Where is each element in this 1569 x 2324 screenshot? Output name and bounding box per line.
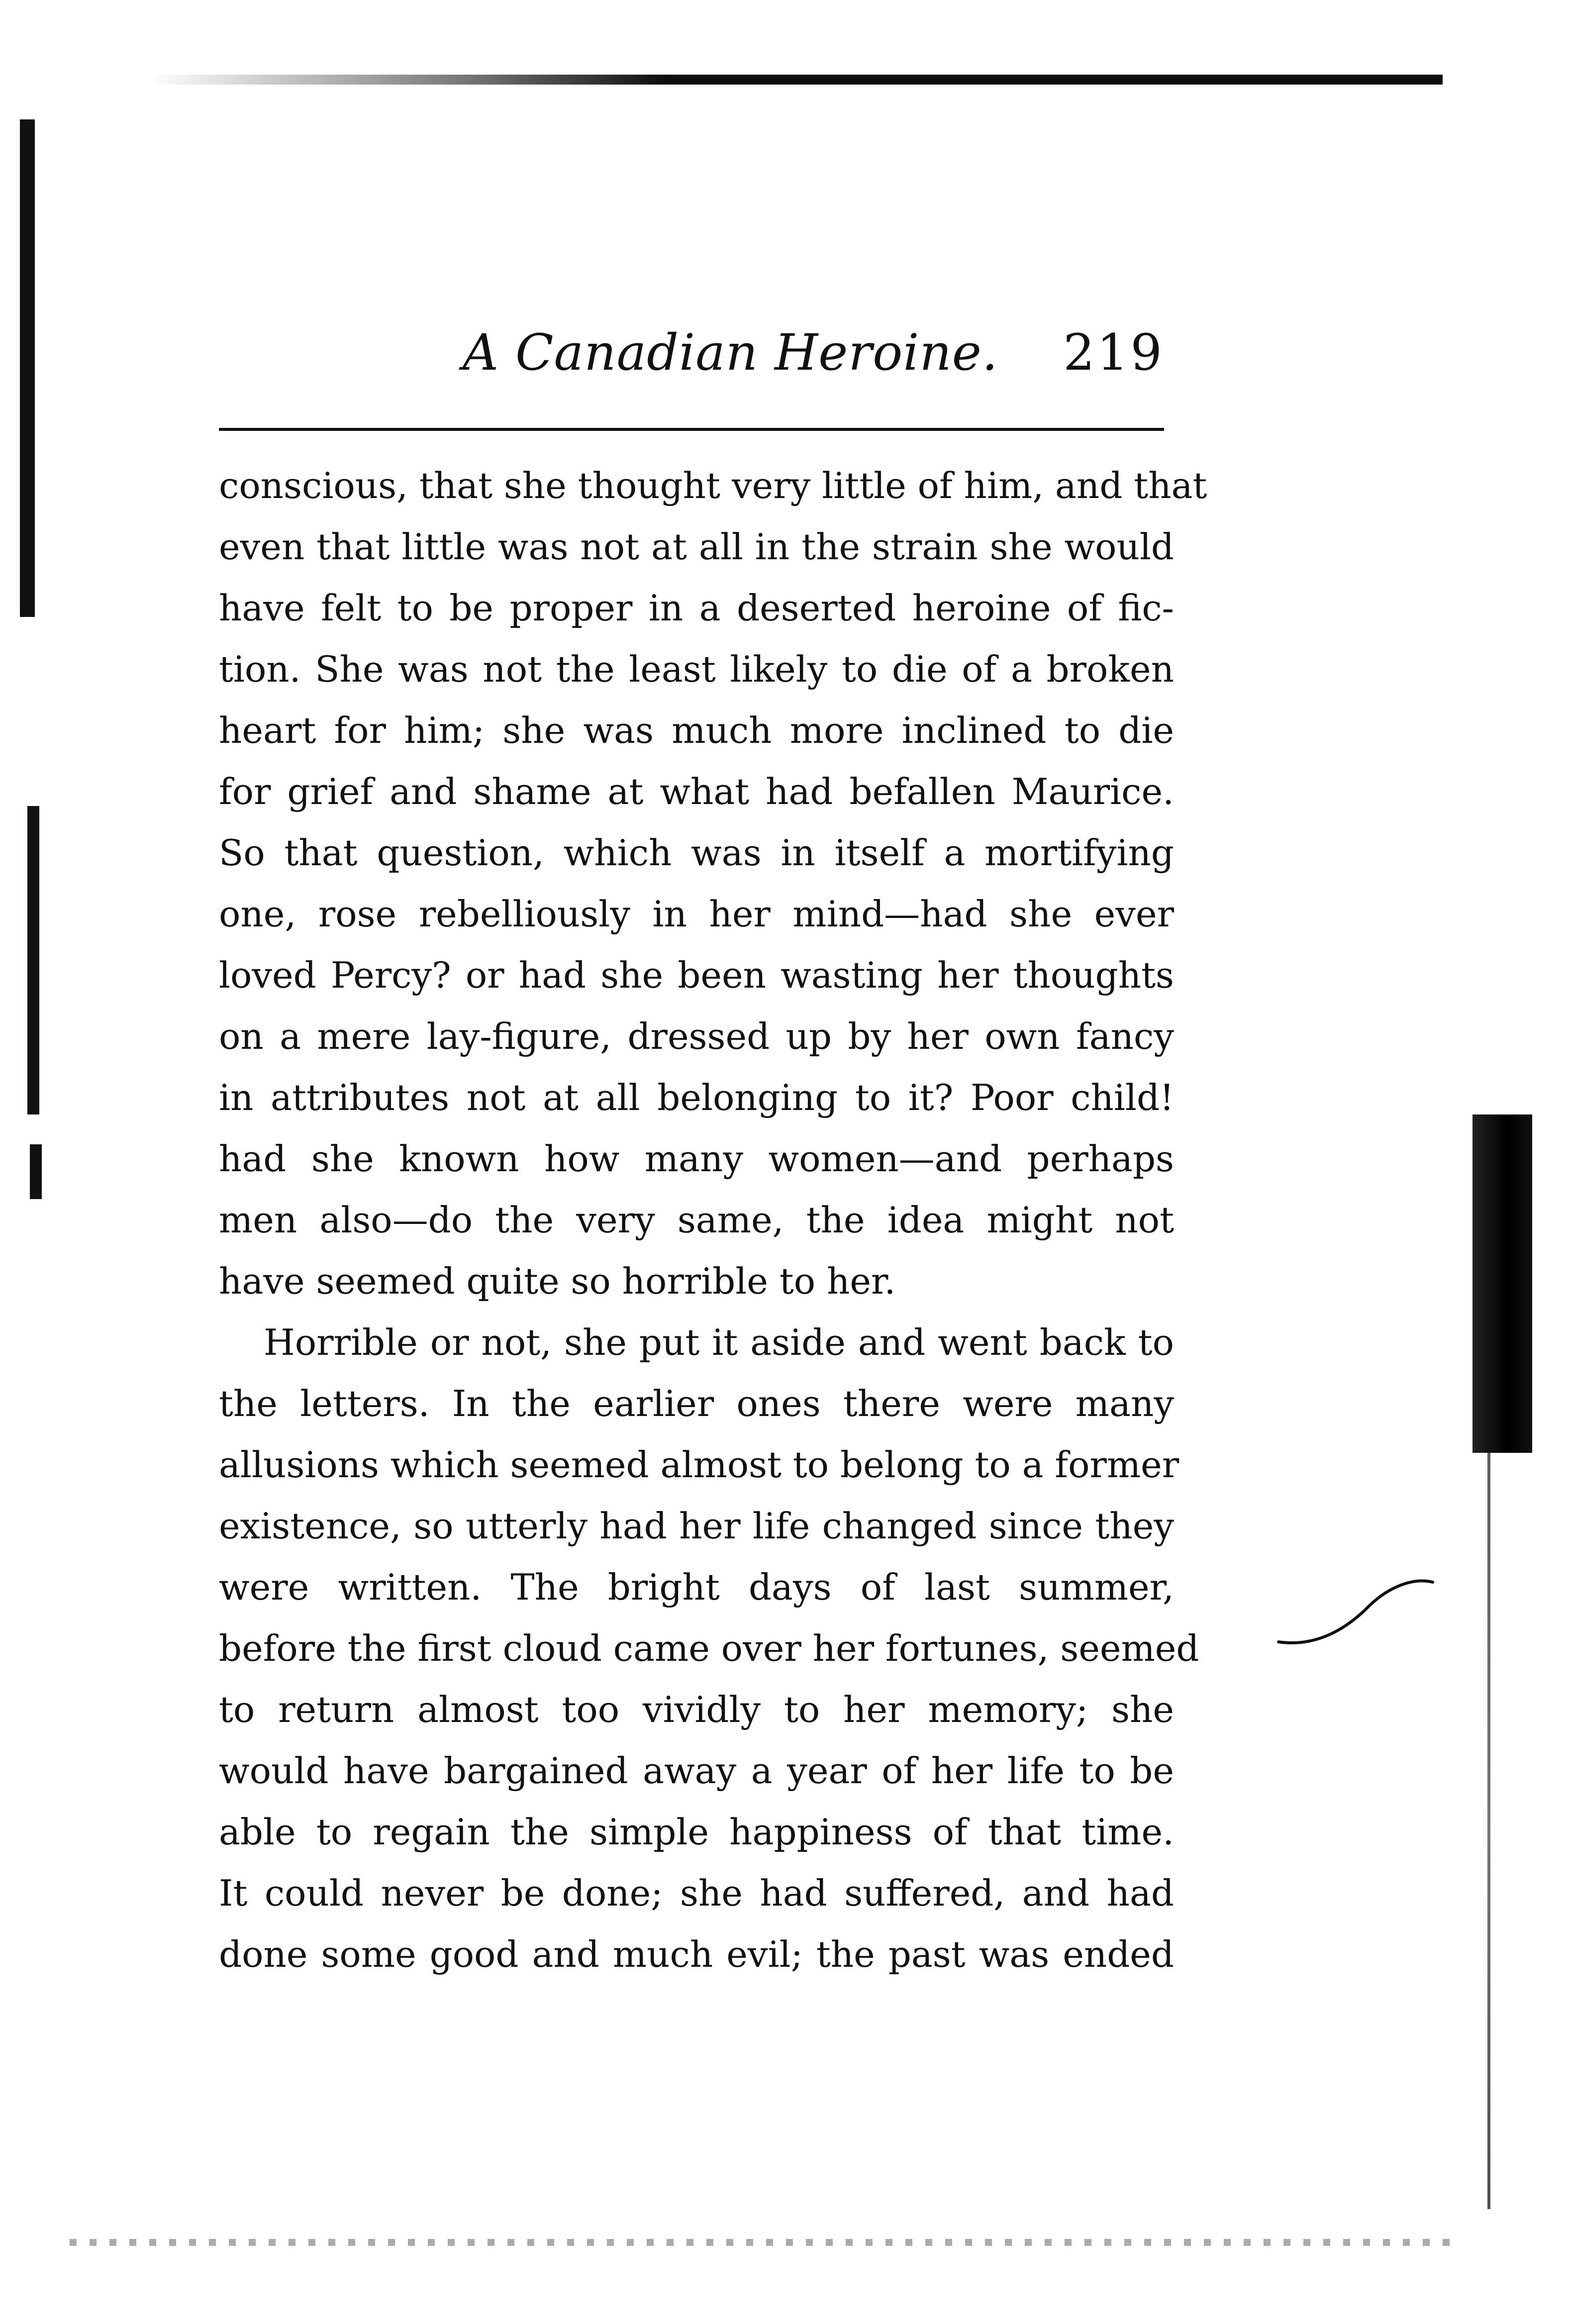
text-line: have seemed quite so horrible to her.: [219, 1260, 896, 1302]
text-line: in attributes not at all belonging to it? Poor child!: [219, 1077, 1174, 1118]
running-title: A Canadian Heroine.: [463, 323, 998, 382]
text-line: tion. She was not the least likely to die of a broken: [219, 648, 1174, 690]
scan-right-edge-mark: [1472, 1114, 1532, 1453]
text-line: on a mere lay-figure, dressed up by her own fancy: [219, 1015, 1174, 1057]
scan-left-edge-mark: [27, 806, 39, 1114]
text-line: have felt to be proper in a deserted heroine of fic-: [219, 587, 1174, 629]
scan-top-rule: [149, 75, 1443, 85]
scan-bottom-noise: [70, 2239, 1463, 2246]
text-line: So that question, which was in itself a mortifying: [219, 832, 1174, 874]
text-line: would have bargained away a year of her life to be: [219, 1750, 1174, 1792]
pencil-annotation-mark: [1274, 1572, 1438, 1662]
scan-left-edge-mark: [20, 119, 35, 617]
page-number: 219: [1063, 323, 1164, 382]
text-line: the letters. In the earlier ones there were many: [219, 1383, 1174, 1424]
text-line: existence, so utterly had her life changed since they: [219, 1505, 1174, 1547]
text-line: before the first cloud came over her fortunes, seemed: [219, 1627, 1199, 1669]
text-line: had she known how many women—and perhaps: [219, 1138, 1174, 1180]
paragraph-start-line: Horrible or not, she put it aside and went back to: [264, 1321, 1174, 1363]
text-line: heart for him; she was much more inclined to die: [219, 709, 1174, 751]
text-line: done some good and much evil; the past was ended: [219, 1933, 1174, 1975]
text-line: for grief and shame at what had befallen Maurice.: [219, 771, 1174, 812]
text-line: conscious, that she thought very little of him, and that: [219, 465, 1207, 506]
text-line: men also—do the very same, the idea might not: [219, 1199, 1174, 1241]
text-line: able to regain the simple happiness of that time.: [219, 1811, 1174, 1853]
body-text: [219, 455, 1207, 1985]
text-line: even that little was not at all in the strain she would: [219, 526, 1174, 568]
text-line: were written. The bright days of last summer,: [219, 1566, 1174, 1608]
scan-right-edge-line: [1487, 1453, 1490, 2209]
text-line: one, rose rebelliously in her mind—had she ever: [219, 893, 1174, 935]
header-rule: [219, 428, 1164, 431]
running-head: [219, 323, 1164, 388]
text-line: It could never be done; she had suffered, and had: [219, 1872, 1174, 1914]
scan-left-edge-mark: [30, 1144, 42, 1199]
text-line: allusions which seemed almost to belong to a former: [219, 1444, 1179, 1486]
text-line: loved Percy? or had she been wasting her thoughts: [219, 954, 1174, 996]
text-line: to return almost too vividly to her memory; she: [219, 1689, 1174, 1730]
